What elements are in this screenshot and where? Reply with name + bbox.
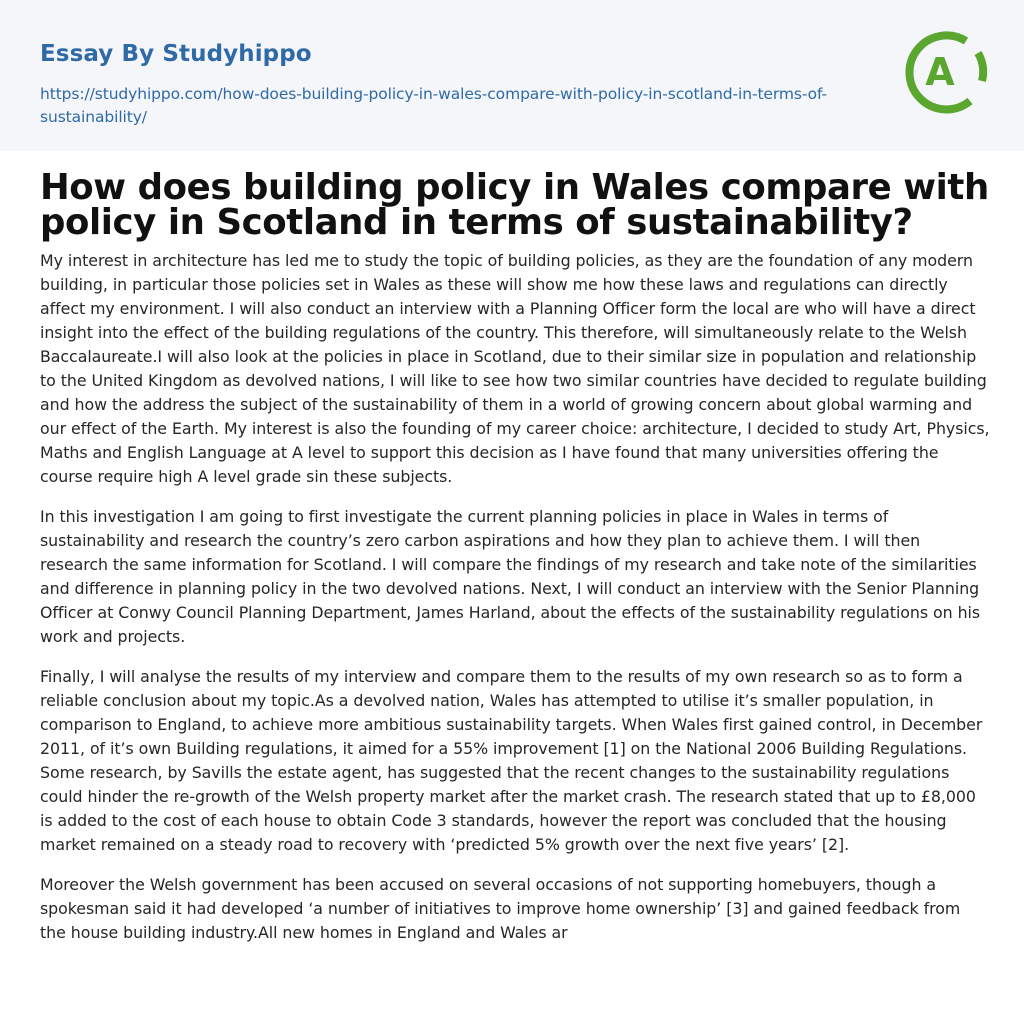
paragraph: My interest in architecture has led me to study the topic of building policies, as they are the foundation of any modern building, in particular those policies set in Wales as these will show me how these laws and regulations can directly affect my environment. I will also conduct an interview with a Planning Officer form the local are who will have a direct insight into the effect of the building regulations of the country. This therefore, will simultaneously relate to the Welsh Baccalaureate.I will also look at the policies in place in Scotland, due to their similar size in population and relationship to the United Kingdom as devolved nations, I will like to see how two similar countries have decided to regulate building and how the address the subject of the sustainability of them in a world of growing concern about global warming and our effect of the Earth. My interest is also the founding of my career choice: architecture, I decided to study Art, Physics, Maths and English Language at A level to support this decision as I have found that many universities offering the course require high A level grade sin these subjects. (40, 251, 990, 486)
paragraph: Finally, I will analyse the results of my interview and compare them to the results of my own research so as to form a reliable conclusion about my topic.As a devolved nation, Wales has attempted to utilise it’s smaller population, in comparison to England, to achieve more ambitious sustainability targets. When Wales first gained control, in December 2011, of it’s own Building regulations, it aimed for a 55% improvement [1] on the National 2006 Building Regulations. Some research, by Savills the estate agent, has suggested that the recent changes to the sustainability regulations could hinder the re-growth of the Welsh property market after the market crash. The research stated that up to £8,000 is added to the cost of each house to obtain Code 3 standards, however the report was concluded that the housing market remained on a steady road to recovery with ‘predicted 5% growth over the next five years’ [2]. (40, 667, 983, 854)
paragraph: Moreover the Welsh government has been accused on several occasions of not supporting homebuyers, though a spokesman said it had developed ‘a number of initiatives to improve home ownership’ [3] and gained feedback from the house building industry.All new homes in England and Wales ar (40, 875, 961, 942)
studyhippo-logo-icon[interactable] (898, 27, 988, 117)
page-header (0, 0, 1024, 151)
essay-title: How does building policy in Wales compare with policy in Scotland in terms of sustainability? (40, 167, 989, 243)
logo-letter: A (925, 50, 955, 94)
paragraph: In this investigation I am going to first investigate the current planning policies in place in Wales in terms of sustainability and research the country’s zero carbon aspirations and how they plan to achieve them. I will then research the same information for Scotland. I will compare the findings of my research and take note of the similarities and difference in planning policy in the two devolved nations. Next, I will conduct an interview with the Senior Planning Officer at Conwy Council Planning Department, James Harland, about the effects of the sustainability regulations on his work and projects. (40, 507, 981, 646)
brand-title: Essay By Studyhippo (40, 41, 312, 67)
essay-body (40, 249, 990, 961)
source-url-link[interactable]: https://studyhippo.com/how-does-building-policy-in-wales-compare-with-policy-in-scotland-in-terms-of-sustainability/ (40, 85, 828, 126)
